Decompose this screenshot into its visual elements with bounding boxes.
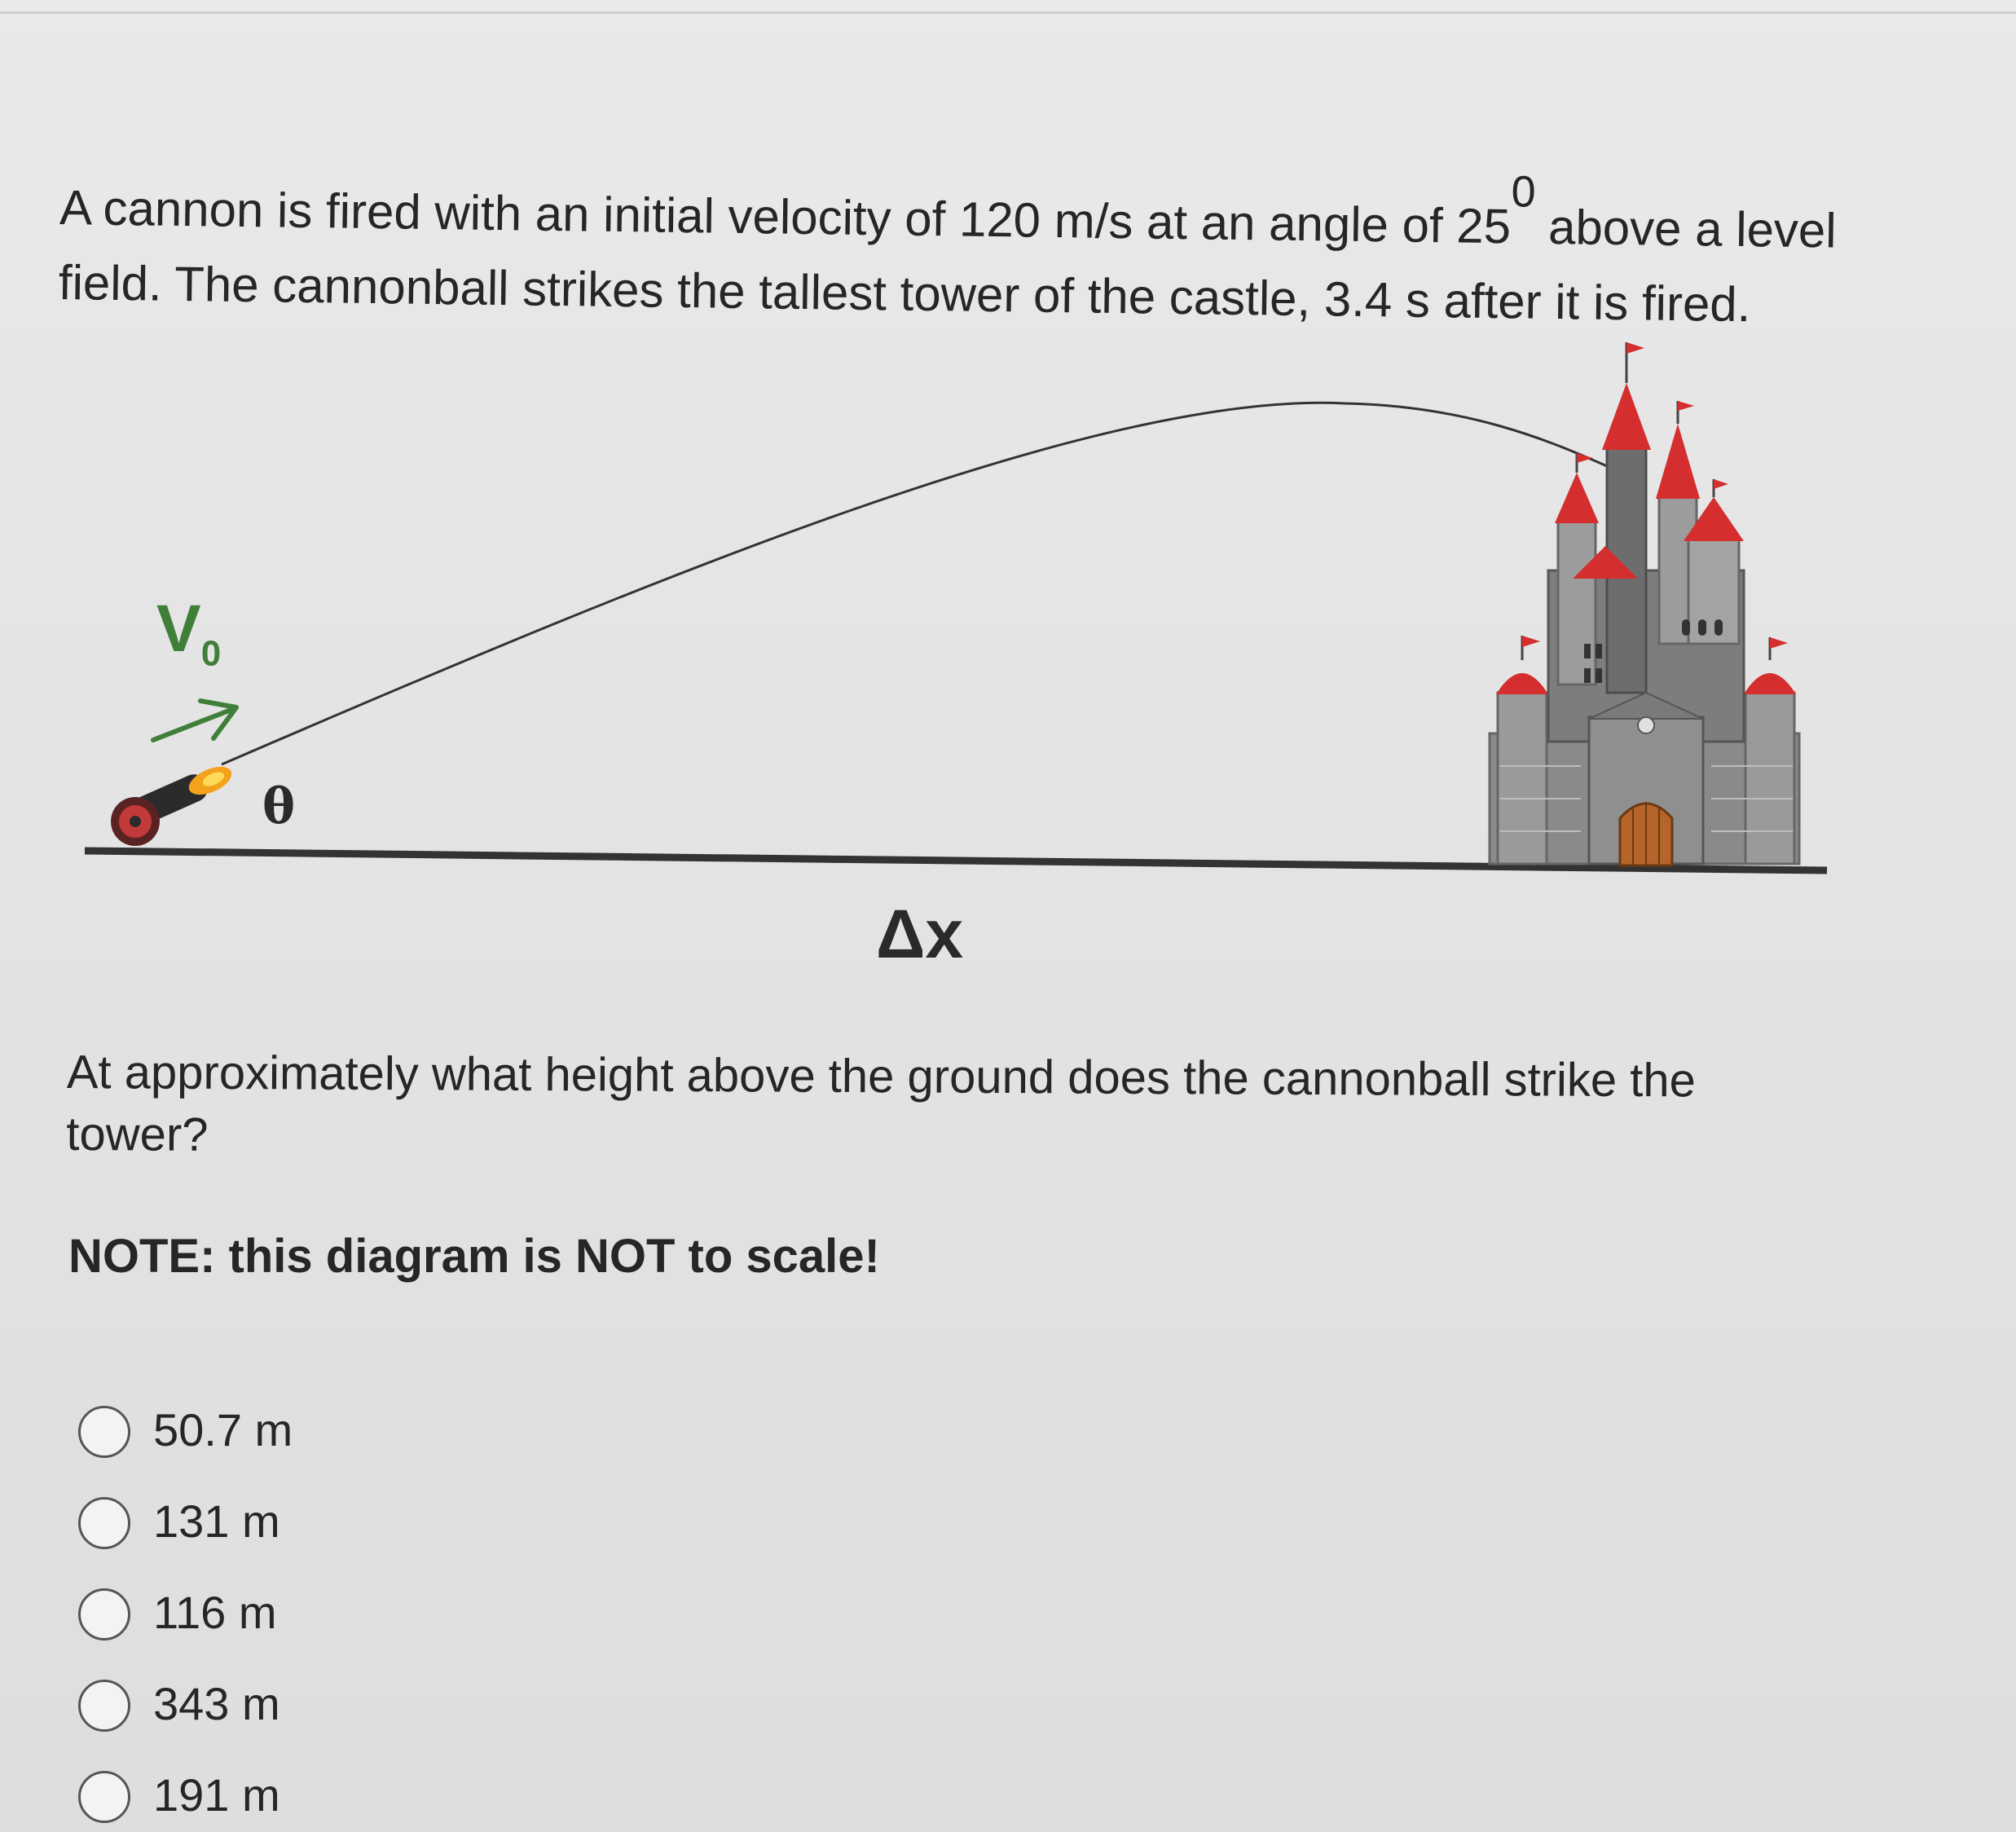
cannon-icon [111, 761, 235, 846]
scale-note: NOTE: this diagram is NOT to scale! [68, 1230, 880, 1283]
answer-option-2[interactable] [75, 1491, 645, 1557]
v0-letter: V [156, 592, 201, 666]
degree-superscript: 0 [1511, 167, 1537, 217]
option-label: 50.7 m [153, 1404, 293, 1455]
option-label: 131 m [153, 1495, 280, 1547]
theta-label: θ [262, 778, 296, 835]
question-prompt: At approximately what height above the ground does the cannonball strike the tower? [66, 1045, 1697, 1161]
velocity-arrow [153, 701, 236, 740]
radio-button[interactable] [78, 1680, 130, 1732]
answer-option-5[interactable] [75, 1765, 645, 1830]
castle-icon [1490, 342, 1799, 865]
v0-label [156, 591, 221, 674]
radio-button[interactable] [78, 1771, 130, 1823]
option-label: 343 m [153, 1678, 280, 1729]
delta-x-label: Δx [876, 896, 964, 972]
answer-option-3[interactable] [75, 1583, 645, 1648]
answer-option-1[interactable] [75, 1400, 645, 1465]
v0-subscript: 0 [200, 633, 222, 674]
question-line1-start: A cannon is fired with an initial velocity of 120 m/s at an angle of 25 [59, 179, 1512, 254]
radio-button[interactable] [78, 1588, 130, 1640]
question-line2: field. The cannonball strikes the tallest tower of the castle, 3.4 s after it is fired. [58, 254, 1751, 332]
question-line1-end: above a level [1547, 199, 1838, 258]
trajectory-curve [222, 403, 1607, 764]
top-divider [0, 11, 2016, 14]
answer-option-4[interactable] [75, 1674, 645, 1739]
option-label: 116 m [153, 1587, 277, 1638]
diagram-canvas [0, 310, 2016, 978]
projectile-diagram [0, 310, 2016, 978]
option-label: 191 m [153, 1769, 280, 1821]
radio-button[interactable] [78, 1406, 130, 1458]
radio-button[interactable] [78, 1497, 130, 1549]
